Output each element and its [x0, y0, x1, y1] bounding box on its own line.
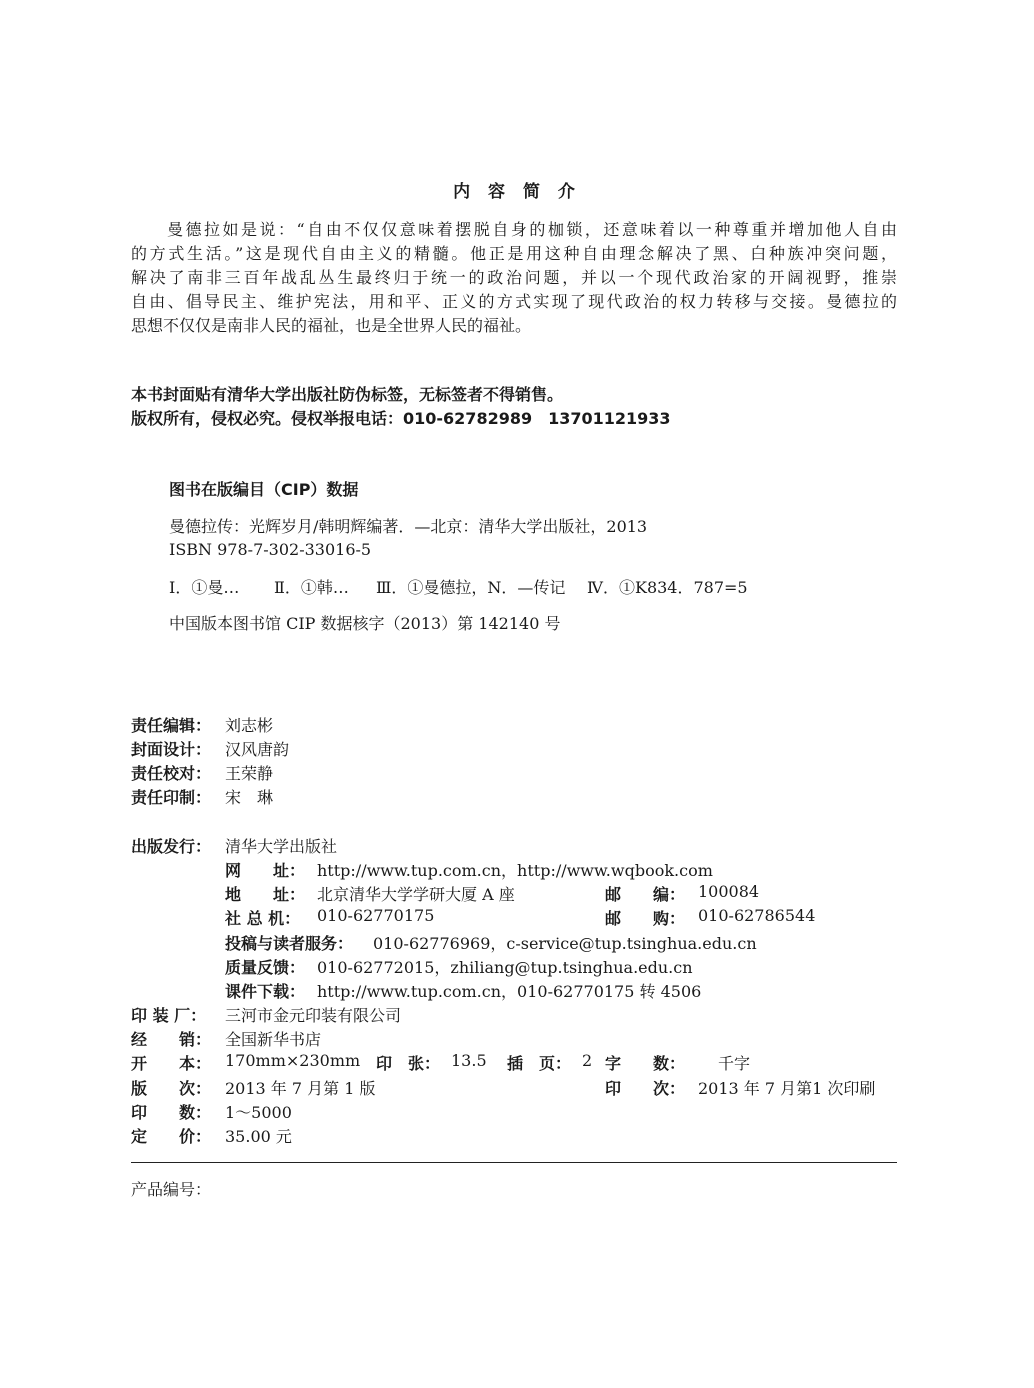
print-run-value: 1～5000 — [225, 1103, 292, 1122]
edition-value: 2013 年 7 月第 1 版 — [225, 1079, 376, 1098]
product-code-label: 产品编号： — [131, 1180, 212, 1199]
switchboard-value: 010-62770175 — [317, 906, 435, 925]
reader-service-value: 010-62776969，c-service@tup.tsinghua.edu.cn — [373, 934, 757, 953]
inserts-value: 2 — [582, 1051, 593, 1070]
cip-class-4: Ⅳ．①K834．787=5 — [587, 578, 748, 597]
summary-title: 内 容 简 介 — [453, 182, 581, 202]
summary-line: 解决了南非三百年战乱丛生最终归于统一的政治问题，并以一个现代政治家的开阔视野，推崇 — [131, 268, 897, 287]
price-value: 35.00 元 — [225, 1127, 292, 1146]
word-count-label: 字 数： — [605, 1054, 686, 1073]
zip-label: 邮 编： — [605, 885, 686, 904]
website-value: http://www.tup.com.cn，http://www.wqbook.com — [317, 861, 713, 880]
cip-record-number: 中国版本图书馆 CIP 数据核字（2013）第 142140 号 — [169, 614, 561, 633]
printer-value: 三河市金元印装有限公司 — [225, 1006, 402, 1025]
cover-label: 封面设计： — [131, 740, 212, 759]
courseware-label: 课件下载： — [225, 982, 306, 1001]
sheets-label: 印 张： — [376, 1054, 441, 1073]
proof-value: 王荣静 — [225, 764, 274, 783]
price-label: 定 价： — [131, 1127, 212, 1146]
cip-class-1: Ⅰ．①曼… — [169, 578, 240, 597]
print-supervisor-value: 宋 琳 — [225, 788, 274, 807]
publisher-label: 出版发行： — [131, 837, 212, 856]
anti-counterfeit-notice: 本书封面贴有清华大学出版社防伪标签，无标签者不得销售。 — [131, 385, 564, 404]
cip-class-2: Ⅱ．①韩… — [274, 578, 349, 597]
reader-service-label: 投稿与读者服务： — [225, 934, 354, 953]
address-label: 地 址： — [225, 885, 306, 904]
summary-line: 曼德拉如是说：“自由不仅仅意味着摆脱自身的枷锁，还意味着以一种尊重并增加他人自由 — [167, 220, 897, 239]
website-label: 网 址： — [225, 861, 306, 880]
courseware-value: http://www.tup.com.cn，010-62770175 转 4506 — [317, 982, 702, 1001]
cip-isbn: ISBN 978-7-302-33016-5 — [169, 540, 372, 559]
summary-line: 自由、倡导民主、维护宪法，用和平、正义的方式实现了现代政治的权力转移与交接。曼德拉的 — [131, 292, 897, 311]
copyright-notice: 版权所有，侵权必究。侵权举报电话：010-62782989 13701121933 — [131, 409, 671, 428]
distributor-label: 经 销： — [131, 1030, 212, 1049]
impression-label: 印 次： — [605, 1079, 686, 1098]
impression-value: 2013 年 7 月第1 次印刷 — [698, 1079, 876, 1098]
word-count-value: 千字 — [718, 1054, 751, 1073]
publisher-name: 清华大学出版社 — [225, 837, 338, 856]
mail-order-value: 010-62786544 — [698, 906, 816, 925]
cip-heading: 图书在版编目（CIP）数据 — [169, 480, 359, 499]
mail-order-label: 邮 购： — [605, 909, 686, 928]
print-run-label: 印 数： — [131, 1103, 212, 1122]
cover-value: 汉风唐韵 — [225, 740, 290, 759]
quality-feedback-value: 010-62772015，zhiliang@tup.tsinghua.edu.cn — [317, 958, 693, 977]
editor-value: 刘志彬 — [225, 716, 274, 735]
sheets-value: 13.5 — [451, 1051, 487, 1070]
editor-label: 责任编辑： — [131, 716, 212, 735]
cip-title-line: 曼德拉传：光辉岁月/韩明辉编著．—北京：清华大学出版社，2013 — [169, 517, 648, 536]
proof-label: 责任校对： — [131, 764, 212, 783]
summary-line: 思想不仅仅是南非人民的福祉，也是全世界人民的福祉。 — [131, 316, 532, 335]
summary-line: 的方式生活。”这是现代自由主义的精髓。他正是用这种自由理念解决了黑、白种族冲突问题， — [131, 244, 897, 263]
print-supervisor-label: 责任印制： — [131, 788, 212, 807]
cip-class-3: Ⅲ．①曼德拉，N．—传记 — [376, 578, 566, 597]
quality-feedback-label: 质量反馈： — [225, 958, 306, 977]
format-label: 开 本： — [131, 1054, 212, 1073]
address-value: 北京清华大学学研大厦 A 座 — [317, 885, 515, 904]
switchboard-label: 社 总 机： — [225, 909, 301, 928]
zip-value: 100084 — [698, 882, 760, 901]
edition-label: 版 次： — [131, 1079, 212, 1098]
divider-rule — [131, 1162, 897, 1163]
printer-label: 印 装 厂： — [131, 1006, 207, 1025]
format-value: 170mm×230mm — [225, 1051, 361, 1070]
distributor-value: 全国新华书店 — [225, 1030, 322, 1049]
summary-paragraph — [131, 218, 897, 338]
inserts-label: 插 页： — [507, 1054, 572, 1073]
